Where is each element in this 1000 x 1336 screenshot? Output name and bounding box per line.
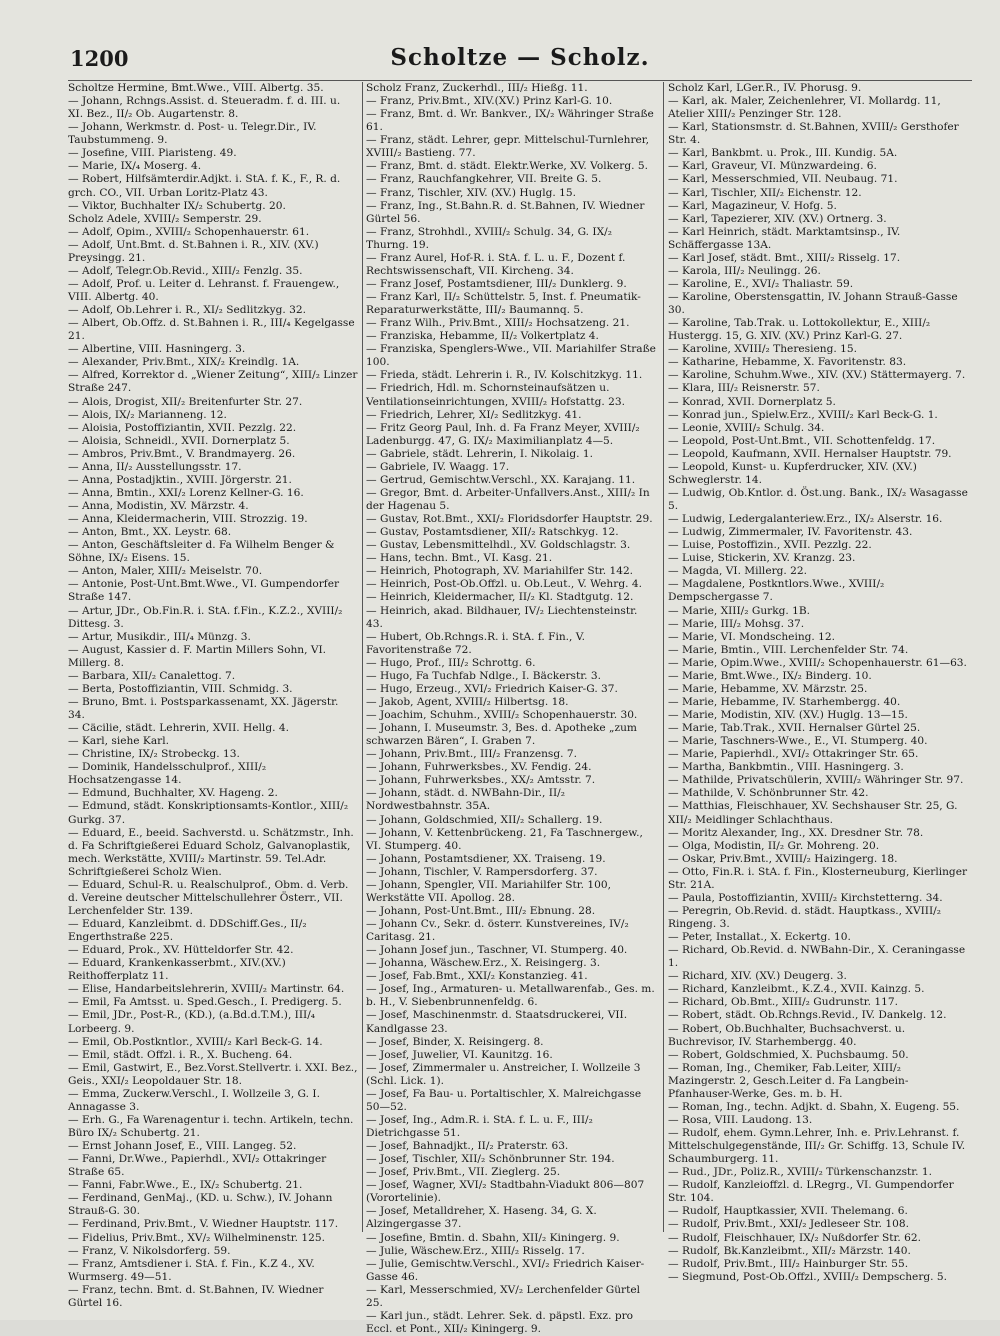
- directory-entry: — Emil, Gastwirt, E., Bez.Vorst.Stellvertr. i. XXI. Bez., Geis., XXI/₂ Leopoldauer Str. 18.: [68, 1061, 358, 1087]
- directory-entry: — Johann, Priv.Bmt., III/₂ Franzensg. 7.: [366, 748, 577, 761]
- directory-entry: — Karl, Bankbmt. u. Prok., III. Kundig. 5A.: [668, 147, 898, 160]
- directory-entry: — Heinrich, Kleidermacher, II/₂ Kl. Stadtgutg. 12.: [366, 591, 634, 604]
- header-rule: [68, 80, 972, 81]
- directory-entry: — Rudolf, Bk.Kanzleibmt., XII/₂ Märzstr. 140.: [668, 1244, 911, 1257]
- directory-entry: — Johann, I. Museumstr. 3, Bes. d. Apotheke „zum schwarzen Bären“, I. Graben 7.: [366, 722, 637, 748]
- directory-entry: — Marie, Modistin, XIV. (XV.) Huglg. 13—15.: [668, 709, 908, 721]
- directory-entry: — Karl, siehe Karl.: [68, 735, 169, 748]
- directory-entry: — Alexander, Priv.Bmt., XIX/₂ Kreindlg. 1A.: [68, 356, 300, 369]
- directory-entry: — Franz, Priv.Bmt., XIV.(XV.) Prinz Karl-G. 10.: [366, 95, 613, 108]
- directory-entry: — Hubert, Ob.Rchngs.R. i. StA. f. Fin., V. Favoritenstraße 72.: [366, 630, 585, 656]
- directory-entry: — Franz, städt. Lehrer, gepr. Mittelschul-Turnlehrer, XVIII/₂ Bastieng. 77.: [366, 134, 650, 160]
- directory-entry: — Josef, Fa Bau- u. Portaltischler, X. Malreichgasse 50—52.: [366, 1087, 642, 1113]
- column-divider: [663, 82, 664, 1232]
- directory-entry: — Marie, Hebamme, XV. Märzstr. 25.: [668, 682, 868, 695]
- directory-entry: — Karl, Messerschmied, XV/₂ Lerchenfelder Gürtel 25.: [366, 1283, 641, 1309]
- directory-entry: — Leopold, Post-Unt.Bmt., VII. Schottenfeldg. 17.: [668, 434, 936, 447]
- directory-entry: — Franz, Rauchfangkehrer, VII. Breite G. 5.: [366, 173, 602, 186]
- directory-entry: — Emil, Fa Amtsst. u. Sped.Gesch., I. Predigerg. 5.: [68, 996, 342, 1009]
- directory-entry: — Karl Heinrich, städt. Marktamtsinsp., IV. Schäffergasse 13A.: [668, 225, 901, 251]
- directory-entry: — Josef, Juwelier, VI. Kaunitzg. 16.: [366, 1048, 553, 1061]
- directory-entry: — Johanna, Wäschew.Erz., X. Reisingerg. 3.: [366, 957, 601, 970]
- directory-entry: — Anna, Postadjktin., XVIII. Jörgerstr. 21.: [68, 473, 292, 486]
- directory-entry: — Gertrud, Gemischtw.Verschl., XX. Karajang. 11.: [366, 473, 636, 486]
- directory-entry: Scholtze Hermine, Bmt.Wwe., VIII. Albertg. 35.: [68, 82, 324, 94]
- directory-entry: — Rosa, VIII. Laudong. 13.: [668, 1113, 813, 1126]
- directory-entry: — Franziska, Hebamme, II/₂ Volkertplatz 4.: [366, 330, 599, 343]
- directory-entry: — Ludwig, Ledergalanteriew.Erz., IX/₂ Alserstr. 16.: [668, 513, 943, 526]
- directory-entry: — Karl, Tapezierer, XIV. (XV.) Ortnerg. 3.: [668, 212, 887, 225]
- directory-entry: — Rudolf, Priv.Bmt., XXI/₂ Jedleseer Str. 108.: [668, 1218, 910, 1231]
- directory-entry: — Robert, städt. Ob.Rchngs.Revid., IV. Dankelg. 12.: [668, 1009, 947, 1022]
- directory-entry: — Fanni, Fabr.Wwe., E., IX/₂ Schubertg. 21.: [68, 1179, 303, 1192]
- directory-entry: — Hugo, Fa Tuchfab Ndlge., I. Bäckerstr. 3.: [366, 669, 601, 682]
- directory-entry: — Emil, Ob.Postkntlor., XVIII/₂ Karl Beck-G. 14.: [68, 1035, 323, 1048]
- directory-entry: — Friedrich, Lehrer, XI/₂ Sedlitzkyg. 41.: [366, 408, 582, 421]
- directory-entry: — Eduard, Krankenkasserbmt., XIV.(XV.) Reithofferplatz 11.: [68, 957, 286, 983]
- directory-entry: — Johann, städt. d. NWBahn-Dir., II/₂ Nordwestbahnstr. 35A.: [366, 787, 565, 813]
- directory-entry: — Ferdinand, Priv.Bmt., V. Wiedner Hauptstr. 117.: [68, 1218, 339, 1231]
- directory-entry: — Johann, Post-Unt.Bmt., III/₂ Ebnung. 28.: [366, 904, 596, 917]
- directory-entry: — Adolf, Ob.Lehrer i. R., XI/₂ Sedlitzkyg. 32.: [68, 304, 306, 317]
- directory-entry: — Johann, Fuhrwerksbes., XV. Fendig. 24.: [366, 761, 592, 774]
- directory-entry: — Paula, Postoffiziantin, XVIII/₂ Kirchstetterng. 34.: [668, 891, 943, 904]
- directory-entry: — Franz Aurel, Hof-R. i. StA. f. L. u. F., Dozent f. Rechtswissenschaft, VII. Kircheng. 34.: [366, 251, 626, 277]
- directory-entry: — Heinrich, akad. Bildhauer, IV/₂ Liechtensteinstr. 43.: [366, 604, 638, 630]
- directory-column-3: [668, 82, 968, 1310]
- directory-entry: — Erh. G., Fa Warenagentur i. techn. Artikeln, techn. Büro IX/₂ Schubertg. 21.: [68, 1113, 354, 1139]
- directory-entry: — Josef, Bahnadjkt., II/₂ Praterstr. 63.: [366, 1140, 569, 1153]
- directory-entry: — August, Kassier d. F. Martin Millers Sohn, VI. Millerg. 8.: [68, 643, 327, 669]
- directory-entry: — Johann Josef jun., Taschner, VI. Stumperg. 40.: [366, 944, 628, 957]
- directory-entry: — Eduard, E., beeid. Sachverstd. u. Schätzmstr., Inh. d. Fa Schriftgießerei Eduard Scholz, Galvanoplastik, mech. Werkstätte, XVIII/₂ Martinstr. 59. Tel.Adr. Schriftgießerei Scholz Wien.: [68, 826, 354, 878]
- directory-entry: — Anna, Kleidermacherin, VIII. Strozzig. 19.: [68, 513, 308, 526]
- directory-entry: — Emil, JDr., Post-R., (KD.), (a.Bd.d.T.M.), III/₄ Lorbeerg. 9.: [68, 1009, 316, 1035]
- directory-entry: — Alois, IX/₂ Marianneng. 12.: [68, 408, 227, 421]
- directory-entry: — Rudolf, Hauptkassier, XVII. Thelemang. 6.: [668, 1205, 908, 1218]
- directory-entry: — Joachim, Schuhm., XVIII/₂ Schopenhauerstr. 30.: [366, 709, 638, 721]
- directory-entry: — Eduard, Schul-R. u. Realschulprof., Obm. d. Verb. d. Vereine deutscher Mittelschullehrer Österr., VII. Lerchenfelder Str. 139.: [68, 878, 349, 917]
- directory-entry: — Ernst Johann Josef, E., VIII. Langeg. 52.: [68, 1140, 297, 1153]
- directory-entry: — Adolf, Opim., XVIII/₂ Schopenhauerstr. 61.: [68, 225, 310, 238]
- directory-entry: — Robert, Ob.Buchhalter, Buchsachverst. u. Buchrevisor, IV. Starhembergg. 40.: [668, 1022, 906, 1048]
- directory-entry: — Berta, Postoffiziantin, VIII. Schmidg. 3.: [68, 682, 293, 695]
- directory-entry: — Johann, Rchngs.Assist. d. Steueradm. f. d. III. u. XI. Bez., II/₂ Ob. Augartenstr. 8.: [68, 95, 341, 121]
- directory-entry: — Heinrich, Photograph, XV. Mariahilfer Str. 142.: [366, 565, 634, 578]
- directory-entry: — Roman, Ing., techn. Adjkt. d. Sbahn, X. Eugeng. 55.: [668, 1100, 960, 1113]
- directory-entry: — Marie, Bmtin., VIII. Lerchenfelder Str. 74.: [668, 643, 909, 656]
- directory-entry: — Mathilde, V. Schönbrunner Str. 42.: [668, 787, 869, 800]
- directory-entry: — Leopold, Kunst- u. Kupferdrucker, XIV. (XV.) Schweglerstr. 14.: [668, 460, 917, 486]
- directory-entry: — Josefine, Bmtin. d. Sbahn, XII/₂ Kiningerg. 9.: [366, 1231, 620, 1244]
- directory-entry: — Gregor, Bmt. d. Arbeiter-Unfallvers.Anst., XIII/₂ In der Hagenau 5.: [366, 486, 650, 512]
- directory-entry: — Karola, III/₂ Neulingg. 26.: [668, 264, 821, 277]
- directory-entry: — Peter, Installat., X. Eckertg. 10.: [668, 931, 851, 944]
- directory-entry: — Karl, Graveur, VI. Münzwardeing. 6.: [668, 160, 877, 173]
- directory-entry: — Anna, II/₂ Ausstellungsstr. 17.: [68, 460, 242, 473]
- directory-entry: — Cäcilie, städt. Lehrerin, XVII. Hellg. 4.: [68, 722, 289, 735]
- directory-entry: — Karl, Messerschmied, VII. Neubaug. 71.: [668, 173, 898, 186]
- directory-entry: — Adolf, Telegr.Ob.Revid., XIII/₂ Fenzlg. 35.: [68, 264, 303, 277]
- directory-entry: — Hugo, Prof., III/₂ Schrottg. 6.: [366, 656, 536, 669]
- directory-entry: — Ambros, Priv.Bmt., V. Brandmayerg. 26.: [68, 447, 296, 460]
- directory-entry: — Ferdinand, GenMaj., (KD. u. Schw.), IV. Johann Strauß-G. 30.: [68, 1192, 333, 1218]
- directory-entry: — Franziska, Spenglers-Wwe., VII. Mariahilfer Straße 100.: [366, 343, 656, 369]
- directory-entry: — Frieda, städt. Lehrerin i. R., IV. Kolschitzkyg. 11.: [366, 369, 643, 382]
- directory-entry: — Franz, Amtsdiener i. StA. f. Fin., K.Z 4., XV. Wurmserg. 49—51.: [68, 1257, 315, 1283]
- directory-entry: — Eduard, Kanzleibmt. d. DDSchiff.Ges., II/₂ Engerthstraße 225.: [68, 918, 307, 944]
- directory-entry: — Johann, Postamtsdiener, XX. Traiseng. 19.: [366, 852, 606, 865]
- directory-entry: — Alois, Drogist, XII/₂ Breitenfurter Str. 27.: [68, 395, 303, 408]
- directory-entry: — Aloisia, Postoffiziantin, XVII. Pezzlg. 22.: [68, 421, 297, 434]
- directory-entry: Scholz Franz, Zuckerhdl., III/₂ Hießg. 11.: [366, 82, 588, 94]
- directory-entry: — Moritz Alexander, Ing., XX. Dresdner Str. 78.: [668, 826, 924, 839]
- directory-entry: — Adolf, Prof. u. Leiter d. Lehranst. f. Frauengew., VIII. Albertg. 40.: [68, 277, 340, 303]
- directory-entry: — Franz Josef, Postamtsdiener, III/₂ Dunklerg. 9.: [366, 277, 627, 290]
- directory-entry: — Anton, Geschäftsleiter d. Fa Wilhelm Benger & Söhne, IX/₂ Eisens. 15.: [68, 539, 335, 565]
- directory-entry: — Anton, Maler, XIII/₂ Meiselstr. 70.: [68, 565, 263, 578]
- directory-entry: — Christine, IX/₂ Strobeckg. 13.: [68, 748, 240, 761]
- directory-entry: — Konrad jun., Spielw.Erz., XVIII/₂ Karl Beck-G. 1.: [668, 408, 938, 421]
- directory-entry: — Roman, Ing., Chemiker, Fab.Leiter, XIII/₂ Mazingerstr. 2, Gesch.Leiter d. Fa Langbein-Pfanhauser-Werke, Ges. m. b. H.: [668, 1061, 909, 1100]
- directory-entry: — Marie, Bmt.Wwe., IX/₂ Binderg. 10.: [668, 669, 872, 682]
- directory-entry: — Marie, Papierhdl., XVI/₂ Ottakringer Str. 65.: [668, 748, 919, 761]
- directory-entry: — Otto, Fin.R. i. StA. f. Fin., Klosterneuburg, Kierlinger Str. 21A.: [668, 865, 968, 891]
- directory-entry: — Franz Wilh., Priv.Bmt., XIII/₂ Hochsatzeng. 21.: [366, 317, 630, 330]
- directory-entry: — Karl, Stationsmstr. d. St.Bahnen, XVIII/₂ Gersthofer Str. 4.: [668, 121, 959, 147]
- directory-entry: — Rudolf, Kanzleioffzl. d. LRegrg., VI. Gumpendorfer Str. 104.: [668, 1179, 954, 1205]
- directory-entry: — Bruno, Bmt. i. Postsparkassenamt, XX. Jägerstr. 34.: [68, 695, 339, 721]
- directory-entry: — Marie, Taschners-Wwe., E., VI. Stumperg. 40.: [668, 735, 928, 748]
- directory-entry: — Albertine, VIII. Hasningerg. 3.: [68, 343, 246, 356]
- directory-entry: — Josef, Fab.Bmt., XXI/₂ Konstanzieg. 41.: [366, 970, 588, 983]
- directory-entry: — Heinrich, Post-Ob.Offzl. u. Ob.Leut., V. Wehrg. 4.: [366, 578, 642, 591]
- directory-entry: — Johann Cv., Sekr. d. österr. Kunstvereines, IV/₂ Caritasg. 21.: [366, 918, 629, 944]
- directory-entry: — Fanni, Dr.Wwe., Papierhdl., XVI/₂ Ottakringer Straße 65.: [68, 1153, 327, 1179]
- directory-entry: — Franz Karl, II/₂ Schüttelstr. 5, Inst. f. Pneumatik-Reparaturwerkstätte, III/₂ Baumannq. 5.: [366, 291, 641, 317]
- directory-entry: — Franz, V. Nikolsdorferg. 59.: [68, 1244, 231, 1257]
- directory-entry: — Gustav, Postamtsdiener, XII/₂ Ratschkyg. 12.: [366, 526, 619, 539]
- directory-entry: — Mathilde, Privatschülerin, XVIII/₂ Währinger Str. 97.: [668, 774, 964, 787]
- directory-entry: — Robert, Hilfsämterdir.Adjkt. i. StA. f. K., F., R. d. grch. CO., VII. Urban Loritz-Platz 43.: [68, 173, 341, 199]
- directory-entry: — Artur, JDr., Ob.Fin.R. i. StA. f.Fin., K.Z.2., XVIII/₂ Dittesg. 3.: [68, 604, 343, 630]
- directory-entry: — Martha, Bankbmtin., VIII. Hasningerg. 3.: [668, 761, 904, 774]
- directory-entry: — Marie, IX/₄ Moserg. 4.: [68, 160, 202, 173]
- directory-entry: — Konrad, XVII. Dornerplatz 5.: [668, 395, 836, 408]
- directory-entry: — Josef, Zimmermaler u. Anstreicher, I. Wollzeile 3 (Schl. Lick. 1).: [366, 1061, 641, 1087]
- directory-column-2: [366, 82, 656, 1335]
- directory-entry: — Richard, Kanzleibmt., K.Z.4., XVII. Kainzg. 5.: [668, 983, 925, 996]
- directory-entry: — Ludwig, Ob.Kntlor. d. Öst.ung. Bank., IX/₂ Wasagasse 5.: [668, 486, 968, 512]
- directory-entry: — Elise, Handarbeitslehrerin, XVIII/₂ Martinstr. 64.: [68, 983, 345, 996]
- directory-entry: Scholz Karl, LGer.R., IV. Phorusg. 9.: [668, 82, 862, 94]
- directory-entry: — Franz, Bmt. d. städt. Elektr.Werke, XV. Volkerg. 5.: [366, 160, 648, 173]
- directory-entry: — Richard, XIV. (XV.) Deugerg. 3.: [668, 970, 847, 983]
- directory-entry: — Siegmund, Post-Ob.Offzl., XVIII/₂ Dempscherg. 5.: [668, 1270, 948, 1283]
- directory-entry: — Gabriele, städt. Lehrerin, I. Nikolaig. 1.: [366, 447, 593, 460]
- directory-entry: — Oskar, Priv.Bmt., XVIII/₂ Haizingerg. 18.: [668, 852, 898, 865]
- directory-entry: — Fidelius, Priv.Bmt., XV/₂ Wilhelminenstr. 125.: [68, 1231, 325, 1244]
- directory-entry: — Karl Josef, städt. Bmt., XIII/₂ Risselg. 17.: [668, 251, 901, 264]
- directory-entry: — Edmund, Buchhalter, XV. Hageng. 2.: [68, 787, 278, 800]
- directory-entry: — Ludwig, Zimmermaler, IV. Favoritenstr. 43.: [668, 526, 913, 539]
- directory-entry: — Luise, Postoffizin., XVII. Pezzlg. 22.: [668, 539, 872, 552]
- directory-entry: — Johann, Fuhrwerksbes., XX/₂ Amtsstr. 7.: [366, 774, 596, 787]
- directory-entry: — Albert, Ob.Offz. d. St.Bahnen i. R., III/₄ Kegelgasse 21.: [68, 317, 355, 343]
- directory-entry: — Josef, Metalldreher, X. Haseng. 34, G. X. Alzingergasse 37.: [366, 1205, 597, 1231]
- directory-entry: — Klara, III/₂ Reisnerstr. 57.: [668, 382, 820, 395]
- directory-entry: — Karl jun., städt. Lehrer. Sek. d. päpstl. Exz. pro Eccl. et Pont., XII/₂ Kiningerg. 9.: [366, 1309, 634, 1335]
- directory-entry: — Robert, Goldschmied, X. Puchsbaumg. 50.: [668, 1048, 909, 1061]
- directory-entry: — Olga, Modistin, II/₂ Gr. Mohreng. 20.: [668, 839, 880, 852]
- directory-column-1: [68, 82, 358, 1310]
- directory-entry: — Karl, Tischler, XII/₂ Eichenstr. 12.: [668, 186, 862, 199]
- directory-entry: — Anton, Bmt., XX. Leystr. 68.: [68, 526, 232, 539]
- directory-entry: — Aloisia, Schneidl., XVII. Dornerplatz 5.: [68, 434, 290, 447]
- directory-entry: — Friedrich, Hdl. m. Schornsteinaufsätzen u. Ventilationseinrichtungen, XVIII/₂ Hofstattg. 23.: [366, 382, 625, 408]
- directory-entry: — Johann, Goldschmied, XII/₂ Schallerg. 19.: [366, 813, 603, 826]
- directory-entry: — Karoline, Oberstensgattin, IV. Johann Strauß-Gasse 30.: [668, 291, 958, 317]
- directory-entry: — Josef, Wagner, XVI/₂ Stadtbahn-Viadukt 806—807 (Vorortelinie).: [366, 1179, 645, 1205]
- directory-entry: — Viktor, Buchhalter IX/₂ Schubertg. 20.: [68, 199, 286, 212]
- directory-entry: — Karoline, XVIII/₂ Theresieng. 15.: [668, 343, 857, 356]
- directory-entry: — Franz, techn. Bmt. d. St.Bahnen, IV. Wiedner Gürtel 16.: [68, 1283, 324, 1309]
- directory-entry: — Adolf, Unt.Bmt. d. St.Bahnen i. R., XIV. (XV.) Preysingg. 21.: [68, 238, 319, 264]
- directory-entry: — Franz, Bmt. d. Wr. Bankver., IX/₂ Währinger Straße 61.: [366, 108, 654, 134]
- directory-entry: — Jakob, Agent, XVIII/₂ Hilbertsg. 18.: [366, 695, 569, 708]
- directory-entry: — Rud., JDr., Poliz.R., XVIII/₂ Türkenschanzstr. 1.: [668, 1166, 933, 1179]
- directory-entry: — Josef, Tischler, XII/₂ Schönbrunner Str. 194.: [366, 1153, 615, 1166]
- directory-entry: — Rudolf, ehem. Gymn.Lehrer, Inh. e. Priv.Lehranst. f. Mittelschulgegenstände, III/₂ Gr. Schiffg. 13, Schule IV. Schaumburgerg. 11.: [668, 1127, 966, 1166]
- directory-entry: — Karoline, Tab.Trak. u. Lottokollektur, E., XIII/₂ Hustergg. 15, G. XIV. (XV.) Prinz Karl-G. 27.: [668, 317, 931, 343]
- directory-entry: — Johann, Spengler, VII. Mariahilfer Str. 100, Werkstätte VII. Apollog. 28.: [366, 878, 611, 904]
- directory-entry: — Marie, III/₂ Mohsg. 37.: [668, 617, 805, 630]
- directory-entry: — Marie, Opim.Wwe., XVIII/₂ Schopenhauerstr. 61—63.: [668, 656, 967, 669]
- directory-entry: — Josef, Ing., Adm.R. i. StA. f. L. u. F., III/₂ Dietrichgasse 51.: [366, 1113, 593, 1139]
- directory-entry: — Julie, Gemischtw.Verschl., XVI/₂ Friedrich Kaiser-Gasse 46.: [366, 1257, 645, 1283]
- directory-entry: — Josef, Priv.Bmt., VII. Zieglerg. 25.: [366, 1166, 561, 1179]
- directory-entry: — Julie, Wäschew.Erz., XIII/₂ Risselg. 17.: [366, 1244, 585, 1257]
- directory-entry: — Hans, techn. Bmt., VI. Kasg. 21.: [366, 552, 553, 565]
- directory-entry: — Rudolf, Fleischhauer, IX/₂ Nußdorfer Str. 62.: [668, 1231, 921, 1244]
- directory-entry: — Josef, Maschinenmstr. d. Staatsdruckerei, VII. Kandlgasse 23.: [366, 1009, 628, 1035]
- directory-entry: — Magdalene, Postkntlors.Wwe., XVIII/₂ Dempschergasse 7.: [668, 578, 885, 604]
- directory-entry: — Karl, ak. Maler, Zeichenlehrer, VI. Mollardg. 11, Atelier XIII/₂ Penzinger Str. 128.: [668, 95, 941, 121]
- directory-entry: — Artur, Musikdir., III/₄ Münzg. 3.: [68, 630, 251, 643]
- directory-entry: — Anna, Bmtin., XXI/₂ Lorenz Kellner-G. 16.: [68, 486, 304, 499]
- directory-entry: — Marie, Tab.Trak., XVII. Hernalser Gürtel 25.: [668, 722, 921, 735]
- directory-entry: — Gustav, Rot.Bmt., XXI/₂ Floridsdorfer Hauptstr. 29.: [366, 513, 653, 526]
- directory-entry: — Franz, Tischler, XIV. (XV.) Huglg. 15.: [366, 186, 576, 199]
- directory-entry: — Dominik, Handelsschulprof., XIII/₂ Hochsatzengasse 14.: [68, 761, 267, 787]
- directory-entry: — Marie, Hebamme, IV. Starhembergg. 40.: [668, 695, 901, 708]
- directory-entry: — Peregrin, Ob.Revid. d. städt. Hauptkass., XVIII/₂ Ringeng. 3.: [668, 904, 941, 930]
- directory-entry: — Johann, Werkmstr. d. Post- u. Telegr.Dir., IV. Taubstummeng. 9.: [68, 121, 317, 147]
- page-number: 1200: [70, 46, 129, 71]
- directory-entry: — Anna, Modistin, XV. Märzstr. 4.: [68, 500, 249, 512]
- directory-entry: — Josefine, VIII. Piaristeng. 49.: [68, 147, 237, 160]
- directory-entry: — Richard, Ob.Bmt., XIII/₂ Gudrunstr. 117.: [668, 996, 898, 1009]
- directory-entry: — Johann, Tischler, V. Rampersdorferg. 37.: [366, 865, 598, 878]
- directory-entry: — Richard, Ob.Revid. d. NWBahn-Dir., X. Ceraningasse 1.: [668, 944, 966, 970]
- directory-entry: — Fritz Georg Paul, Inh. d. Fa Franz Meyer, XVIII/₂ Ladenburgg. 47, G. IX/₂ Maximilianplatz 4—5.: [366, 421, 640, 447]
- directory-entry: — Marie, XIII/₂ Gurkg. 1B.: [668, 604, 811, 617]
- directory-entry: — Franz, Ing., St.Bahn.R. d. St.Bahnen, IV. Wiedner Gürtel 56.: [366, 199, 645, 225]
- directory-entry: Scholz Adele, XVIII/₂ Semperstr. 29.: [68, 212, 262, 225]
- page-header: [70, 46, 970, 76]
- directory-entry: — Rudolf, Priv.Bmt., III/₂ Hainburger Str. 55.: [668, 1257, 909, 1270]
- directory-entry: — Antonie, Post-Unt.Bmt.Wwe., VI. Gumpendorfer Straße 147.: [68, 578, 340, 604]
- directory-entry: — Barbara, XII/₂ Canalettog. 7.: [68, 669, 236, 682]
- directory-entry: — Emil, städt. Offzl. i. R., X. Bucheng. 64.: [68, 1048, 293, 1061]
- directory-entry: — Hugo, Erzeug., XVI/₂ Friedrich Kaiser-G. 37.: [366, 682, 618, 695]
- directory-entry: — Karoline, Schuhm.Wwe., XIV. (XV.) Stättermayerg. 7.: [668, 369, 966, 382]
- directory-entry: — Gustav, Lebensmittelhdl., XV. Goldschlagstr. 3.: [366, 539, 631, 552]
- directory-entry: — Katharine, Hebamme, X. Favoritenstr. 83.: [668, 356, 907, 369]
- directory-entry: — Luise, Stickerin, XV. Kranzg. 23.: [668, 552, 856, 565]
- directory-entry: — Gabriele, IV. Waagg. 17.: [366, 460, 510, 473]
- directory-entry: — Marie, VI. Mondscheing. 12.: [668, 630, 836, 643]
- directory-entry: — Emma, Zuckerw.Verschl., I. Wollzeile 3, G. I. Annagasse 3.: [68, 1087, 320, 1113]
- directory-entry: — Eduard, Prok., XV. Hütteldorfer Str. 42.: [68, 944, 294, 957]
- directory-entry: — Magda, VI. Millerg. 22.: [668, 565, 808, 578]
- column-divider: [362, 82, 363, 1232]
- directory-entry: — Karl, Magazineur, V. Hofg. 5.: [668, 199, 837, 212]
- directory-entry: — Edmund, städt. Konskriptionsamts-Kontlor., XIII/₂ Gurkg. 37.: [68, 800, 349, 826]
- directory-entry: — Josef, Binder, X. Reisingerg. 8.: [366, 1035, 544, 1048]
- directory-entry: — Karoline, E., XVI/₂ Thaliastr. 59.: [668, 277, 854, 290]
- directory-entry: — Leopold, Kaufmann, XVII. Hernalser Hauptstr. 79.: [668, 447, 952, 460]
- directory-entry: — Leonie, XVIII/₂ Schulg. 34.: [668, 421, 825, 434]
- directory-entry: — Alfred, Korrektor d. „Wiener Zeitung“, XIII/₂ Linzer Straße 247.: [68, 369, 358, 395]
- running-head: Scholtze — Scholz.: [390, 44, 650, 71]
- directory-entry: — Matthias, Fleischhauer, XV. Sechshauser Str. 25, G. XII/₂ Meidlinger Schlachthaus.: [668, 800, 958, 826]
- directory-entry: — Josef, Ing., Armaturen- u. Metallwarenfab., Ges. m. b. H., V. Siebenbrunnenfeldg. 6.: [366, 983, 655, 1009]
- directory-entry: — Franz, Strohhdl., XVIII/₂ Schulg. 34, G. IX/₂ Thurng. 19.: [366, 225, 612, 251]
- directory-entry: — Johann, V. Kettenbrückeng. 21, Fa Taschnergew., VI. Stumperg. 40.: [366, 826, 643, 852]
